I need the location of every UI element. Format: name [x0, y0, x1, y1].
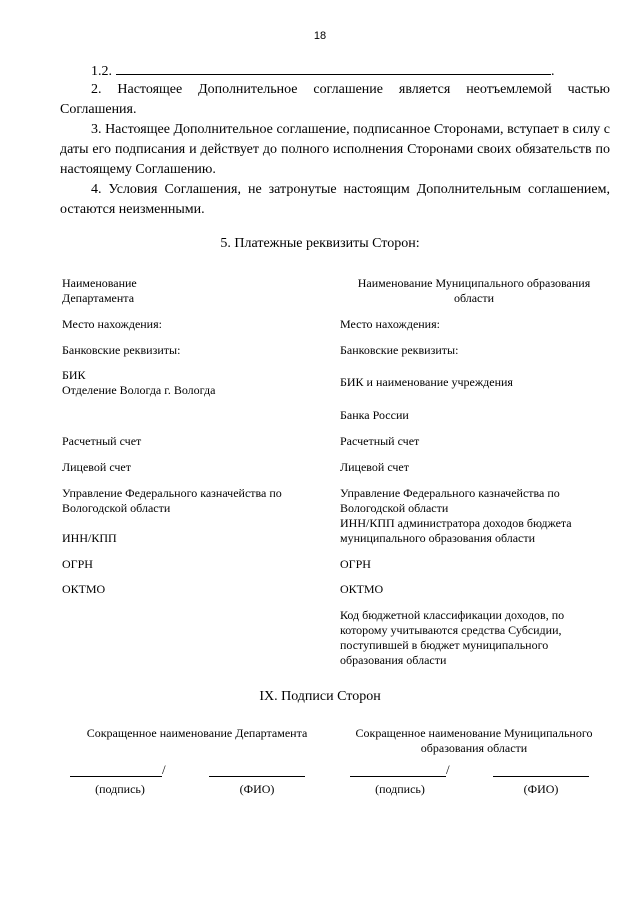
- right-account: Расчетный счет: [340, 434, 420, 448]
- left-sign-heading: Сокращенное наименование Департамента: [86, 726, 308, 740]
- right-signature-line: [350, 776, 446, 777]
- right-sign-heading: Сокращенное наименование Муниципального образования области: [355, 726, 593, 755]
- clause-4: 4. Условия Соглашения, не затронутые настоящим Дополнительным соглашением, остаются неизменными.: [60, 182, 610, 217]
- clause-1-2-end: .: [551, 64, 555, 79]
- left-bank: Банковские реквизиты:: [62, 343, 181, 357]
- left-signature-slash: /: [162, 762, 166, 777]
- page-number: 18: [313, 30, 327, 42]
- left-fio-line: [209, 776, 305, 777]
- signatures-title: IX. Подписи Сторон: [259, 689, 381, 704]
- left-treasury: Управление Федерального казначейства по Вологодской области: [62, 486, 282, 515]
- left-inn: ИНН/КПП: [62, 531, 117, 545]
- left-name: Наименование Департамента: [62, 276, 137, 305]
- right-kbk: Код бюджетной классификации доходов, по которому учитываются средства Субсидии, поступившей в бюджет муниципального образования области: [340, 608, 565, 667]
- left-signature-caption: (подпись): [95, 782, 145, 796]
- left-personal-account: Лицевой счет: [62, 460, 132, 474]
- left-bik: БИК Отделение Вологда г. Вологда: [62, 368, 216, 397]
- left-account: Расчетный счет: [62, 434, 142, 448]
- clause-1-2-number: 1.2.: [91, 64, 112, 79]
- right-signature-caption: (подпись): [375, 782, 425, 796]
- left-signature-line: [70, 776, 162, 777]
- right-signature-slash: /: [446, 762, 450, 777]
- right-name: Наименование Муниципального образования области: [357, 276, 591, 305]
- right-treasury: Управление Федерального казначейства по Вологодской области ИНН/КПП администратора доходов бюджета муниципального образования области: [340, 486, 572, 545]
- right-bank: Банковские реквизиты:: [340, 343, 459, 357]
- right-ogrn: ОГРН: [340, 557, 371, 571]
- right-fio-caption: (ФИО): [523, 782, 559, 796]
- right-bank-russia: Банка России: [340, 408, 409, 422]
- clause-3: 3. Настоящее Дополнительное соглашение, подписанное Сторонами, вступает в силу с даты его подписания и действует до полного исполнения Сторонами своих обязательств по настоящему Соглашению.: [60, 122, 610, 177]
- clause-1-2: [60, 60, 610, 82]
- right-personal-account: Лицевой счет: [340, 460, 410, 474]
- right-location: Место нахождения:: [340, 317, 440, 331]
- clause-2: 2. Настоящее Дополнительное соглашение является неотъемлемой частью Соглашения.: [60, 82, 610, 117]
- clause-1-2-blank: [116, 60, 551, 75]
- left-fio-caption: (ФИО): [239, 782, 275, 796]
- right-bik: БИК и наименование учреждения: [340, 375, 513, 389]
- right-fio-line: [493, 776, 589, 777]
- left-location: Место нахождения:: [62, 317, 162, 331]
- left-ogrn: ОГРН: [62, 557, 93, 571]
- left-oktmo: ОКТМО: [62, 582, 106, 596]
- right-oktmo: ОКТМО: [340, 582, 384, 596]
- requisites-title: 5. Платежные реквизиты Сторон:: [220, 236, 420, 251]
